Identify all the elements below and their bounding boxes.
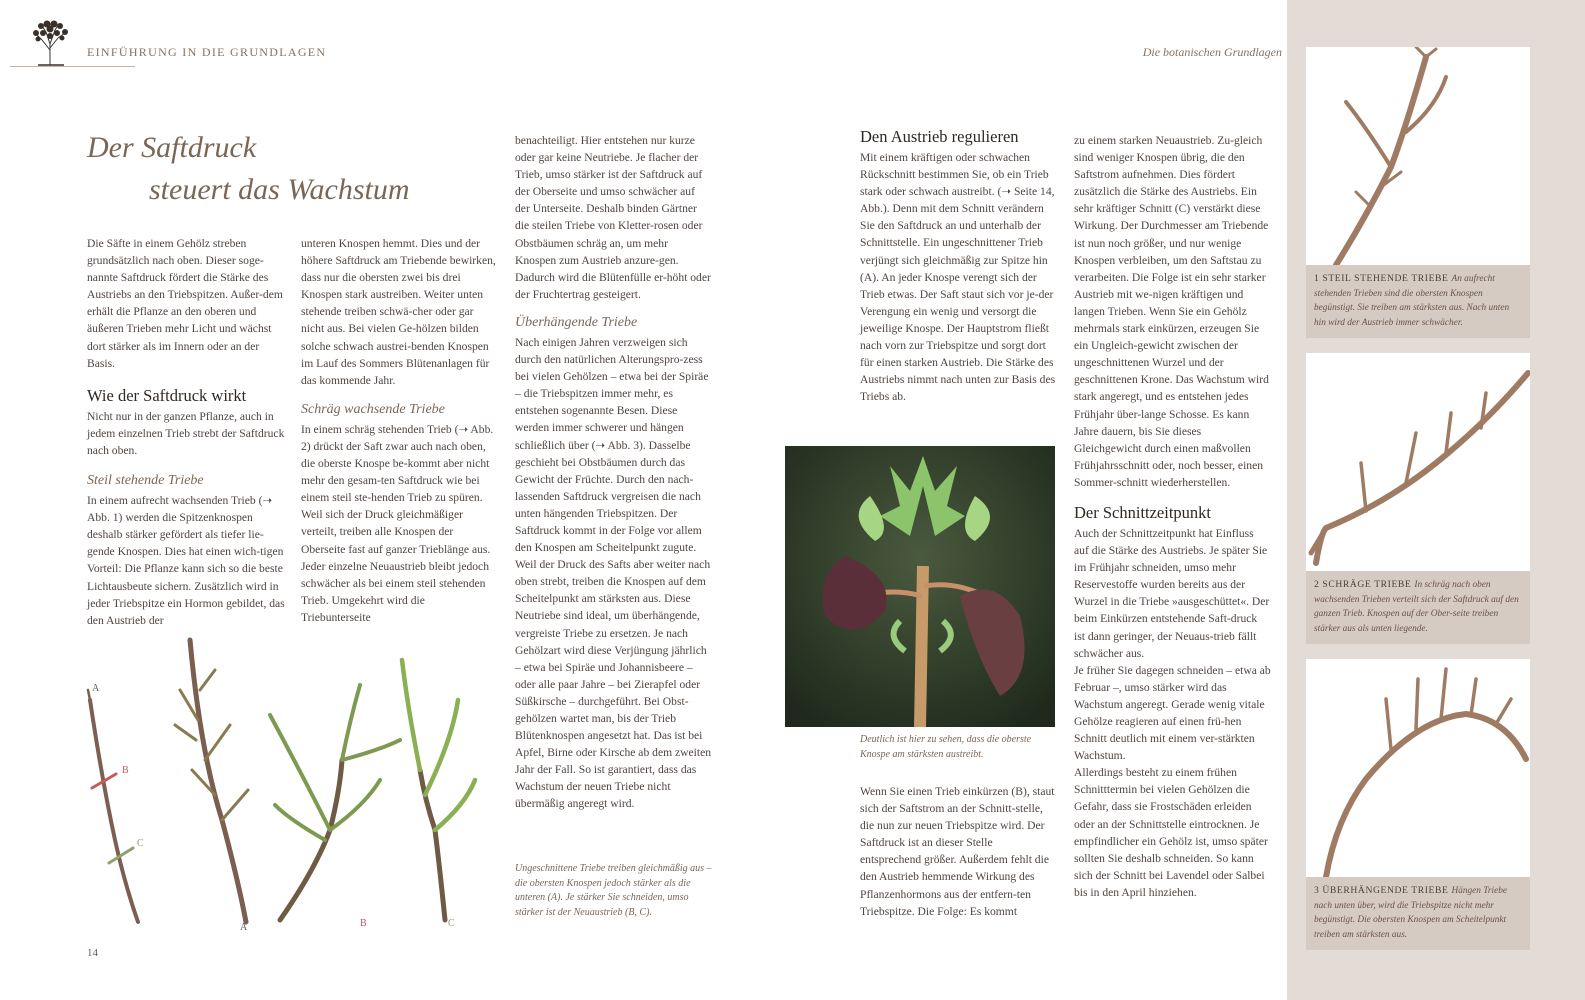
caption-3-text: Hängen Triebe nach unten über, wird die Triebspitze nicht mehr begünstigt. Die obersten Knospen am Scheitelpunkt treiben am stärksten aus. (1314, 886, 1507, 940)
sidebar-caption-2 (1306, 571, 1530, 644)
branch-slanted-drawing (1306, 353, 1530, 571)
branch-upright-drawing (1306, 47, 1530, 265)
text-column-4 (860, 127, 1056, 405)
label-a-bottom: A (240, 922, 248, 933)
text-column-5 (1074, 132, 1271, 901)
illustration-caption: Ungeschnittene Triebe treiben gleichmäßig aus – die obersten Knospen jedoch stärker als die unteren (A). Je stärker Sie schneiden, umso stärker ist der Neuaustrieb (B, C). (515, 863, 712, 918)
photo-caption: Deutlich ist hier zu sehen, dass die oberste Knospe am stärksten austreibt. (860, 734, 1032, 760)
paragraph-ueberhaengend: Nach einigen Jahren verzweigen sich durch den natürlichen Alterungspro-zess bei vielen Gehölzen – etwa bei der Spiräe – die Triebspitzen immer mehr, es entstehen sogenannte Besen. Diese werden immer schwerer und hängen schließlich über (➝ Abb. 3). Dasselbe geschieht bei Obstbäumen durch das Gewicht der Früchte. Durch den nach-lassenden Saftdruck vergreisen die nach unten hängenden Triebspitzen. Der Saftdruck kommt in der Folge vor allem den Knospen am Scheitelpunkt zugute. Weil der Druck des Safts aber weiter nach oben strebt, treiben die Knospen auf dem Scheitelpunkt am stärksten aus. Diese Neutriebe sind ideal, um überhängende, vergreiste Triebe zu ersetzen. Je nach Gehölzart wird diese Verjüngung jährlich – etwa bei Spiräe und Johannisbeere – oder alle paar Jahre – bei Zierapfel oder Süßkirsche – durchgeführt. Bei Obst-gehölzen wartet man, bis der Trieb Blütenknospen angesetzt hat. Das ist bei Apfel, Birne oder Kirsche ab dem zweiten Jahr der Fall. So ist garantiert, dass das Wachstum der neuen Triebe nicht übermäßig angeregt wird. (515, 335, 712, 811)
paragraph-hemmt: unteren Knospen hemmt. Dies und der höhere Saftdruck am Triebende bewirken, dass nur die obersten zwei bis drei Knospen stark austreiben. Weiter unten stehende treiben schwä-cher oder gar nicht aus. Bei vielen Ge-hölzen bilden solche schwach austrei-benden Knospen im Lauf des Sommers Blütenanlagen für das kommende Jahr. (301, 237, 496, 387)
paragraph-steil: In einem aufrecht wachsenden Trieb (➝ Abb. 1) werden die Spitzenknospen deshalb stärker gefördert als tiefer lie-gende Knospen. Dies hat einen wich-tigen Vorteil: Die Pflanze kann sich so die beste Lichtausbeute sichern. Zusätzlich wird in jeder Triebspitze ein Hormon gebildet, das den Austrieb der (87, 494, 285, 627)
text-column-1 (87, 235, 285, 629)
caption-2-text: In schräg nach oben wachsenden Trieben verteilt sich der Saftdruck auf den ganzen Trieb. Knospen auf der Ober-seite treiben stärker aus als unten liegende. (1314, 580, 1519, 634)
subheading-ueberhaengende-triebe: Überhängende Triebe (515, 314, 638, 330)
caption-3-head: 3 ÜBERHÄNGENDE TRIEBE (1314, 885, 1452, 896)
caption-2-head: 2 SCHRÄGE TRIEBE (1314, 579, 1415, 590)
label-b-bottom: B (360, 918, 367, 929)
intro-paragraph: Die Säfte in einem Gehölz streben grundsätzlich nach oben. Dieser soge-nannte Saftdruck fördert die Stärke des Austriebs an den Triebspitzen. Außer-dem erhält die Pflanze an den oberen und äußeren Trieben mehr Licht und wächst dort stärker als im Innern oder an der Basis. (87, 237, 283, 370)
heading-den-austrieb-regulieren: Den Austrieb regulieren (860, 127, 1019, 146)
sidebar-panel-3-image (1306, 659, 1530, 877)
sidebar-panel-2-image (1306, 353, 1530, 571)
label-c-bottom: C (448, 918, 455, 929)
paragraph-einkuerzen: Wenn Sie einen Trieb einkürzen (B), staut sich der Saftstrom an der Schnitt-stelle, die nun zur neuen Triebspitze wird. Der Saftdruck ist an dieser Stelle entsprechend größer. Außerdem fehlt die den Austrieb hemmende Wirkung des Pflanzenhormons aus der entfern-ten Triebspitze. Die Folge: Es kommt (860, 785, 1055, 918)
section-title-right: Die botanischen Grundlagen (1142, 45, 1282, 59)
paragraph-zeit-3: Allerdings besteht zu einem frühen Schnitttermin bei vielen Gehölzen die Gefahr, dass sie Frostschäden erleiden oder an der Schnittstelle eintrocknen. Je empfindlicher ein Gehölz ist, umso später sollten Sie deshalb schneiden. So kann sich der Schnitt bei Lavendel oder Salbei bis in den April hinziehen. (1074, 766, 1268, 899)
section-title-left: EINFÜHRUNG IN DIE GRUNDLAGEN (87, 45, 327, 59)
paragraph-wirkt: Nicht nur in der ganzen Pflanze, auch in jedem einzelnen Trieb strebt der Saftdruck nach oben. (87, 409, 285, 457)
shoot-photo (785, 446, 1055, 727)
branch-illustration (80, 630, 480, 935)
heading-der-schnittzeitpunkt: Der Schnittzeitpunkt (1074, 502, 1212, 522)
shoot-photo-drawing (785, 446, 1055, 727)
page-title (87, 127, 410, 211)
branch-overhanging-drawing (1306, 659, 1530, 877)
label-c-side: C (137, 838, 144, 849)
caption-1-text: An aufrecht stehenden Trieben sind die obersten Knospen begünstigt. Sie treiben am stärksten aus. Nach unten hin wird der Austrieb immer schwächer. (1314, 274, 1510, 328)
header-rule (10, 66, 135, 67)
label-a-top: A (92, 683, 100, 694)
text-column-2 (301, 235, 497, 626)
paragraph-austrieb: Mit einem kräftigen oder schwachen Rückschnitt bestimmen Sie, ob ein Trieb stark oder schwach austreibt. (➝ Seite 14, Abb.). Denn mit dem Schnitt verändern Sie den Saftdruck an und unterhalb der Schnittstelle. Ein ungeschnittener Trieb verjüngt sich gleichmäßig zur Spitze hin (A). An jeder Knospe verengt sich der Trieb etwas. Der Saft staut sich vor je-der Verengung ein wenig und versorgt die jeweilige Knospe. Der Hauptstrom fließt nach vorn zur Triebspitze und sorgt dort für einen starken Austrieb. Die Stärke des Austriebs nimmt nach unten zur Basis des Triebs ab. (860, 151, 1056, 404)
caption-1-head: 1 STEIL STEHENDE TRIEBE (1314, 273, 1452, 284)
heading-wie-der-saftdruck-wirkt: Wie der Saftdruck wirkt (87, 385, 247, 405)
branch-drawing (80, 630, 480, 935)
paragraph-zeit-1: Auch der Schnittzeitpunkt hat Einfluss auf die Stärke des Austriebs. Je später Sie im Frühjahr schneiden, umso mehr Reservestoffe wurden bereits aus der Wurzel in die Triebe »ausgeschüttet«. Der beim Einkürzen entstehende Saft-druck ist dann geringer, der Neuaus-trieb fällt schwächer aus. (1074, 526, 1270, 660)
page-number: 14 (87, 947, 98, 959)
subheading-steil-stehende-triebe: Steil stehende Triebe (87, 473, 204, 489)
sidebar-panel-1-image (1306, 47, 1530, 265)
sidebar-caption-3 (1306, 877, 1530, 950)
text-column-3 (515, 132, 712, 813)
paragraph-schraeg: In einem schräg stehenden Trieb (➝ Abb. 2) drückt der Saft zwar auch nach oben, die oberste Knospe be-kommt aber nicht mehr den gesam-ten Saftdruck wie bei einem steil ste-henden Trieb zu spüren. Weil sich der Druck gleichmäßiger verteilt, treiben alle Knospen der Oberseite fast auf ganzer Trieblänge aus. Jeder einzelne Neuaustrieb bleibt jedoch schwächer als bei einem steil stehenden Trieb. Umgekehrt wird die Triebunterseite (301, 422, 494, 624)
label-b-side: B (122, 765, 129, 776)
title-line-2: steuert das Wachstum (149, 173, 410, 206)
subheading-schraeg-wachsende-triebe: Schräg wachsende Triebe (301, 401, 445, 417)
paragraph-benachteiligt: benachteiligt. Hier entstehen nur kurze oder gar keine Neutriebe. Je flacher der Trieb, umso stärker ist der Saftdruck auf der Oberseite und umso schwächer auf der Unterseite. Deshalb binden Gärtner die steilen Triebe von Kletter-rosen oder Obstbäumen schräg an, um mehr Knospen zum Austrieb anzure-gen. Dadurch wird die Blütenfülle er-höht oder der Fruchtertrag gesteigert. (515, 134, 711, 301)
sidebar-caption-1 (1306, 265, 1530, 338)
tree-logo-icon (28, 20, 72, 66)
paragraph-zeit-2: Je früher Sie dagegen schneiden – etwa ab Februar –, umso stärker wird das Wachstum angeregt. Gerade wenig vitale Gehölze reagieren auf einen frü-hen Schnitt deutlich mit einem ver-stärkten Wachstum. (1074, 663, 1271, 763)
text-column-4-lower (860, 783, 1056, 920)
paragraph-neuaustrieb: zu einem starken Neuaustrieb. Zu-gleich sind weniger Knospen übrig, die den Saftstrom aufnehmen. Dies fördert zusätzlich die Stärke des Austriebs. Ein sehr kräftiger Schnitt (C) verstärkt diese Wirkung. Der Durchmesser am Triebende ist nun noch größer, und nur wenige Knospen verbleiben, um den Saftstau zu verarbeiten. Die Folge ist ein sehr starker Austrieb mit we-nigen kräftigen und langen Trieben. Wenn Sie ein Gehölz mehrmals stark einkürzen, erzeugen Sie ein Ungleich-gewicht zwischen der ungeschnittenen Wurzel und der geschnittenen Krone. Das Wachstum wird stark angeregt, und es entstehen jedes Frühjahr über-lange Schosse. Es kann Jahre dauern, bis Sie dieses Gleichgewicht durch einen maßvollen Frühjahrsschnitt oder, noch besser, einen Sommer-schnitt wiederherstellen. (1074, 134, 1269, 489)
title-line-1: Der Saftdruck (87, 131, 257, 164)
